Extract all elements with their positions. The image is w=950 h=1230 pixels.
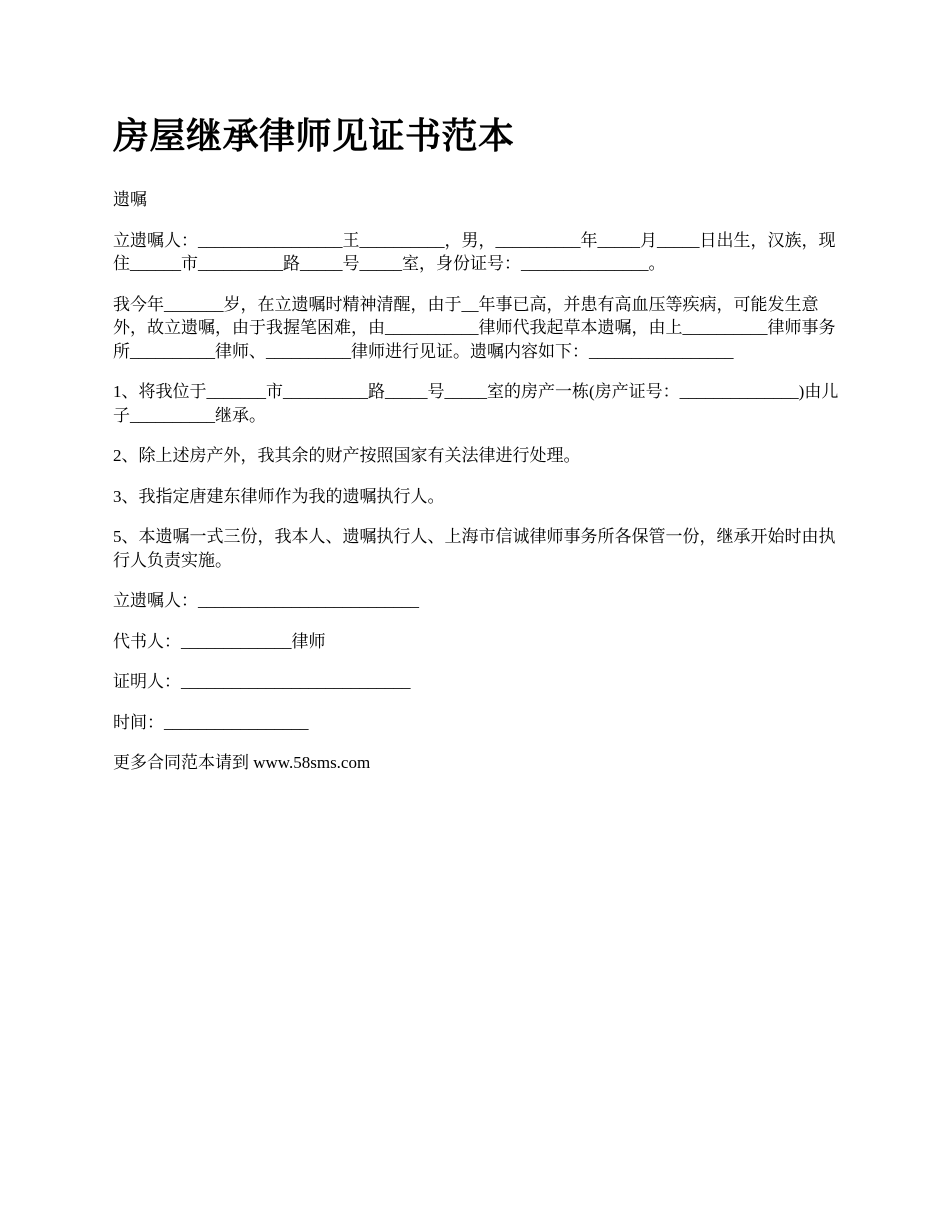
clause-2: 2、除上述房产外，我其余的财产按照国家有关法律进行处理。 xyxy=(113,446,581,465)
section-heading-will: 遗嘱 xyxy=(113,190,147,209)
clause-3: 3、我指定唐建东律师作为我的遗嘱执行人。 xyxy=(113,486,445,506)
drafter-signature-line: 代书人：_____________律师 xyxy=(113,631,326,651)
document-title: 房屋继承律师见证书范本 xyxy=(113,116,515,156)
statement-paragraph: 我今年_______岁，在立遗嘱时精神清醒，由于__年事已高，并患有高血压等疾病，可能发生意外，故立遗嘱，由于我握笔困难，由___________律师代我起草本遗嘱，由上__________律师事务所__________律师、__________律师进行见证。遗嘱内容如下：_________________ xyxy=(113,294,836,361)
witness-signature-line: 证明人：___________________________ xyxy=(113,672,411,691)
clause-5: 5、本遗嘱一式三份，我本人、遗嘱执行人、上海市信诚律师事务所各保管一份，继承开始时由执行人负责实施。 xyxy=(113,527,836,570)
testator-signature-line: 立遗嘱人：__________________________ xyxy=(113,591,419,610)
testator-info-paragraph: 立遗嘱人：_________________王__________，男，__________年_____月_____日出生，汉族，现住______市__________路_____号_____室，身份证号：_______________。 xyxy=(113,230,836,273)
clause-1: 1、将我位于_______市__________路_____号_____室的房产一栋(房产证号：______________)由儿子__________继承。 xyxy=(113,382,839,425)
document-page xyxy=(113,112,840,792)
date-line: 时间：_________________ xyxy=(113,712,309,732)
footer-note: 更多合同范本请到 www.58sms.com xyxy=(113,753,371,772)
